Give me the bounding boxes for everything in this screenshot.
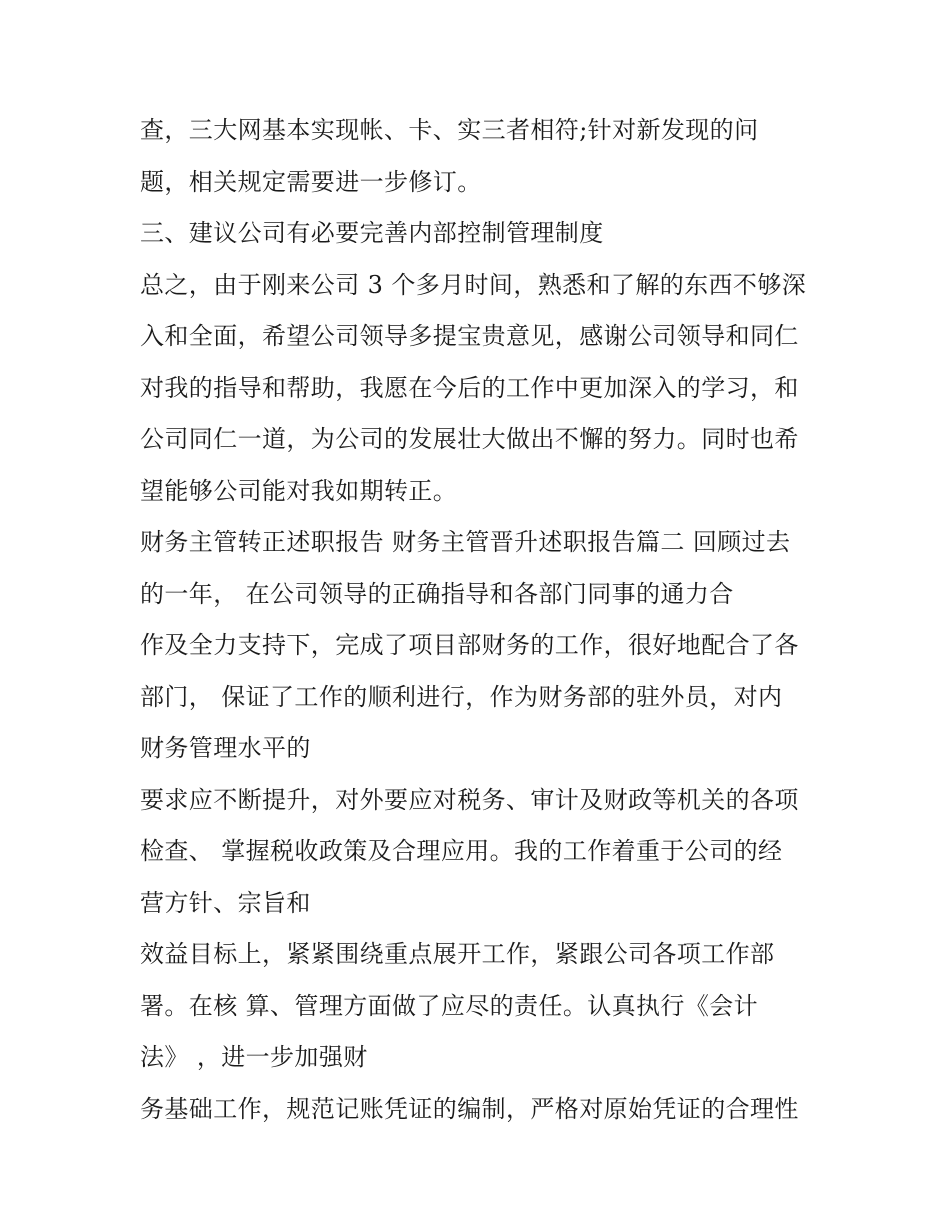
text-line: 部门， 保证了工作的顺利进行，作为财务部的驻外员，对内	[140, 682, 783, 711]
text-line: 对我的指导和帮助，我愿在今后的工作中更加深入的学习，和	[140, 373, 799, 402]
text-line: 务基础工作，规范记账凭证的编制，严格对原始凭证的合理性	[140, 1094, 799, 1123]
document-body	[140, 105, 830, 1135]
text-line: 效益目标上，紧紧围绕重点展开工作，紧跟公司各项工作部	[140, 940, 775, 968]
text-line: 要求应不断提升，对外要应对税务、审计及财政等机关的各项	[140, 785, 799, 814]
text-line: 财务管理水平的	[140, 734, 311, 762]
text-line: 营方针、宗旨和	[140, 888, 311, 917]
text-line: 署。在核 算、管理方面做了应尽的责任。认真执行《会计	[140, 991, 759, 1020]
text-line: 望能够公司能对我如期转正。	[140, 476, 458, 505]
section-heading: 三、建议公司有必要完善内部控制管理制度	[140, 219, 604, 247]
text-line: 查，三大网基本实现帐、卡、实三者相符;针对新发现的问	[140, 116, 759, 144]
text-line: 入和全面，希望公司领导多提宝贵意见，感谢公司领导和同仁	[140, 322, 799, 350]
text-line: 的一年， 在公司领导的正确指导和各部门同事的通力合	[140, 579, 734, 608]
text-line: 检查、 掌握税收政策及合理应用。我的工作着重于公司的经	[140, 837, 783, 865]
text-line: 作及全力支持下，完成了项目部财务的工作，很好地配合了各	[140, 631, 799, 659]
text-line: 总之，由于刚来公司 3 个多月时间，熟悉和了解的东西不够深	[140, 270, 807, 299]
text-line: 财务主管转正述职报告 财务主管晋升述职报告篇二 回顾过去	[140, 528, 791, 556]
text-line: 法》 ，进一步加强财	[140, 1043, 368, 1071]
text-line: 题，相关规定需要进一步修订。	[140, 167, 482, 196]
text-line: 公司同仁一道，为公司的发展壮大做出不懈的努力。同时也希	[140, 425, 799, 453]
